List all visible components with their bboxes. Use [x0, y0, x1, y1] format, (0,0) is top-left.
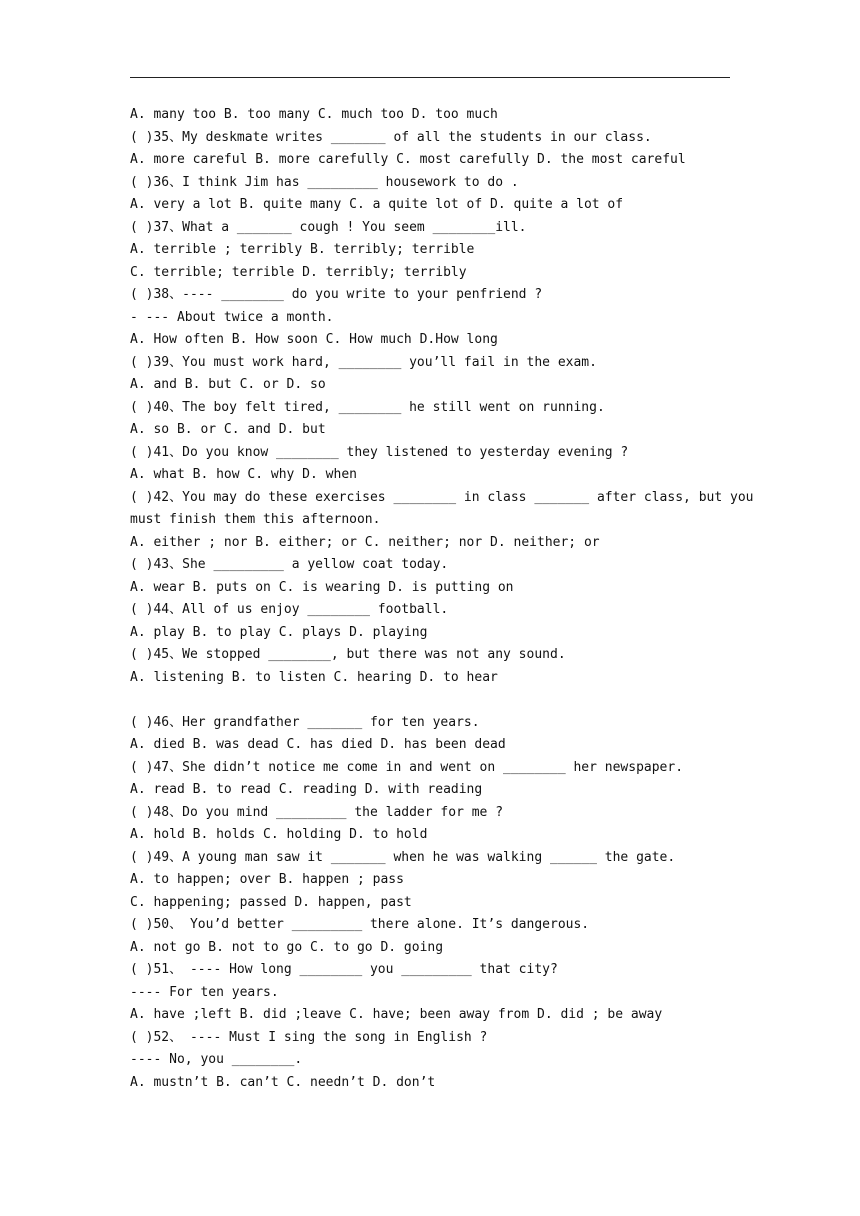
- document-body: [130, 104, 754, 1094]
- text-line: A. very a lot B. quite many C. a quite lot of D. quite a lot of: [130, 197, 624, 212]
- text-line: ( )42、You may do these exercises ________ in class _______ after class, but you: [130, 489, 754, 505]
- text-line: ---- For ten years.: [130, 984, 279, 1000]
- text-line: A. to happen; over B. happen ; pass: [130, 872, 404, 887]
- text-line: ( )38、---- ________ do you write to your penfriend ?: [130, 287, 543, 302]
- text-line: A. terrible ; terribly B. terribly; terrible: [130, 242, 475, 257]
- text-line: ( )43、She _________ a yellow coat today.: [130, 557, 449, 572]
- text-line: A. and B. but C. or D. so: [130, 377, 326, 392]
- text-line: A. either ; nor B. either; or C. neither; nor D. neither; or: [130, 534, 600, 550]
- text-line: - --- About twice a month.: [130, 309, 334, 325]
- text-line: ( )48、Do you mind _________ the ladder for me ?: [130, 804, 504, 820]
- text-line: A. so B. or C. and D. but: [130, 422, 326, 437]
- text-line: A. read B. to read C. reading D. with reading: [130, 782, 483, 797]
- text-line: A. not go B. not to go C. to go D. going: [130, 939, 444, 955]
- text-line: A. play B. to play C. plays D. playing: [130, 624, 428, 640]
- text-line: ( )51、 ---- How long ________ you _________ that city?: [130, 962, 558, 977]
- text-line: A. more careful B. more carefully C. most carefully D. the most careful: [130, 152, 686, 167]
- text-line: A. many too B. too many C. much too D. too much: [130, 107, 498, 122]
- blank-line: [130, 689, 740, 712]
- text-line: ( )37、What a _______ cough ! You seem ________ill.: [130, 219, 527, 235]
- text-line: ( )35、My deskmate writes _______ of all the students in our class.: [130, 129, 652, 145]
- text-line: A. mustn’t B. can’t C. needn’t D. don’t: [130, 1074, 436, 1090]
- text-line: C. terrible; terrible D. terribly; terribly: [130, 264, 467, 280]
- text-line: ( )46、Her grandfather _______ for ten years.: [130, 714, 480, 730]
- text-line: A. died B. was dead C. has died D. has been dead: [130, 737, 506, 752]
- text-line: ( )50、 You’d better _________ there alone. It’s dangerous.: [130, 917, 590, 932]
- text-line: ( )45、We stopped ________, but there was not any sound.: [130, 647, 566, 662]
- text-line: ---- No, you ________.: [130, 1052, 303, 1067]
- text-line: ( )36、I think Jim has _________ housework to do .: [130, 174, 519, 190]
- text-line: ( )41、Do you know ________ they listened to yesterday evening ?: [130, 444, 629, 460]
- header-rule: [130, 77, 730, 78]
- text-line: A. hold B. holds C. holding D. to hold: [130, 827, 428, 842]
- text-line: C. happening; passed D. happen, past: [130, 894, 412, 910]
- text-line: ( )49、A young man saw it _______ when he was walking ______ the gate.: [130, 849, 676, 865]
- text-line: ( )40、The boy felt tired, ________ he still went on running.: [130, 399, 605, 415]
- text-line: A. listening B. to listen C. hearing D. to hear: [130, 669, 498, 685]
- text-line: A. have ;left B. did ;leave C. have; been away from D. did ; be away: [130, 1007, 663, 1022]
- text-line: ( )52、 ---- Must I sing the song in English ?: [130, 1029, 488, 1045]
- text-line: A. what B. how C. why D. when: [130, 467, 357, 482]
- text-line: ( )39、You must work hard, ________ you’ll fail in the exam.: [130, 354, 597, 370]
- text-line: must finish them this afternoon.: [130, 512, 381, 527]
- text-line: A. wear B. puts on C. is wearing D. is putting on: [130, 579, 514, 595]
- text-line: A. How often B. How soon C. How much D.How long: [130, 332, 498, 347]
- text-line: ( )47、She didn’t notice me come in and went on ________ her newspaper.: [130, 759, 684, 775]
- text-line: ( )44、All of us enjoy ________ football.: [130, 602, 449, 617]
